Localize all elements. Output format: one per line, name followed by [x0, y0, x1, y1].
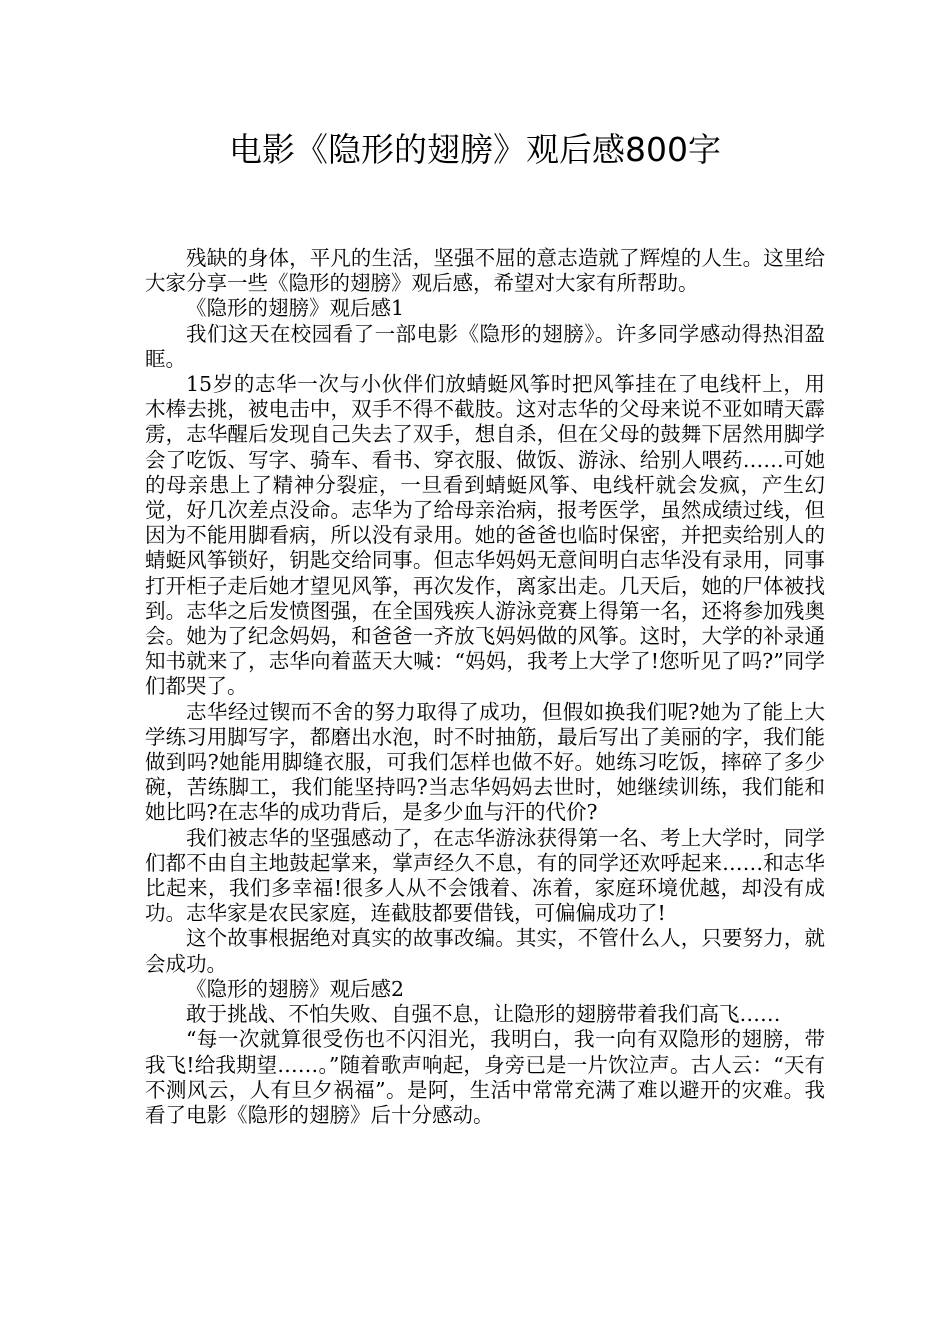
- document-title: 电影《隐形的翅膀》观后感800字: [229, 130, 721, 169]
- paragraph: 我们被志华的坚强感动了，在志华游泳获得第一名、考上大学时，同学们都不由自主地鼓起掌来，掌声经久不息，有的同学还欢呼起来……和志华比起来，我们多幸福!很多人从不会饿着、冻着，家庭环境优越，却没有成功。志华家是农民家庭，连截肢都要借钱，可偏偏成功了!: [145, 825, 825, 926]
- paragraph: 15岁的志华一次与小伙伴们放蜻蜓风筝时把风筝挂在了电线杆上，用木棒去挑，被电击中，双手不得不截肢。这对志华的父母来说不亚如晴天霹雳，志华醒后发现自己失去了双手，想自杀，但在父母的鼓舞下居然用脚学会了吃饭、写字、骑车、看书、穿衣服、做饭、游泳、给别人喂药……可她的母亲患上了精神分裂症，一旦看到蜻蜓风筝、电线杆就会发疯，产生幻觉，好几次差点没命。志华为了给母亲治病，报考医学，虽然成绩过线，但因为不能用脚看病，所以没有录用。她的爸爸也临时保密，并把卖给别人的蜻蜓风筝锁好，钥匙交给同事。但志华妈妈无意间明白志华没有录用，同事打开柜子走后她才望见风筝，再次发作，离家出走。几天后，她的尸体被找到。志华之后发愤图强，在全国残疾人游泳竞赛上得第一名，还将参加残奥会。她为了纪念妈妈，和爸爸一齐放飞妈妈做的风筝。这时，大学的补录通知书就来了，志华向着蓝天大喊：“妈妈，我考上大学了!您听见了吗?”同学们都哭了。: [145, 372, 825, 699]
- section-heading-1: 《隐形的翅膀》观后感1: [186, 296, 405, 321]
- paragraph: 这个故事根据绝对真实的故事改编。其实，不管什么人，只要努力，就会成功。: [145, 926, 825, 976]
- paragraph-intro: 残缺的身体，平凡的生活，坚强不屈的意志造就了辉煌的人生。这里给大家分享一些《隐形的翅膀》观后感，希望对大家有所帮助。: [145, 246, 825, 296]
- paragraph: “每一次就算很受伤也不闪泪光，我明白，我一向有双隐形的翅膀，带我飞!给我期望……。”随着歌声响起，身旁已是一片饮泣声。古人云：“天有不测风云，人有旦夕祸福”。是阿，生活中常常充满了难以避开的灾难。我看了电影《隐形的翅膀》后十分感动。: [145, 1027, 825, 1127]
- section-heading-2: 《隐形的翅膀》观后感2: [186, 976, 405, 1001]
- paragraph: 我们这天在校园看了一部电影《隐形的翅膀》。许多同学感动得热泪盈眶。: [145, 321, 825, 371]
- paragraph: 敢于挑战、不怕失败、自强不息，让隐形的翅膀带着我们高飞……: [186, 1002, 781, 1027]
- paragraph: 志华经过锲而不舍的努力取得了成功，但假如换我们呢?她为了能上大学练习用脚写字，都磨出水泡，时不时抽筋，最后写出了美丽的字，我们能做到吗?她能用脚缝衣服，可我们怎样也做不好。她练习吃饭，摔碎了多少碗，苦练脚工，我们能坚持吗?当志华妈妈去世时，她继续训练，我们能和她比吗?在志华的成功背后，是多少血与汗的代价?: [145, 699, 825, 825]
- document-body: [145, 246, 825, 1128]
